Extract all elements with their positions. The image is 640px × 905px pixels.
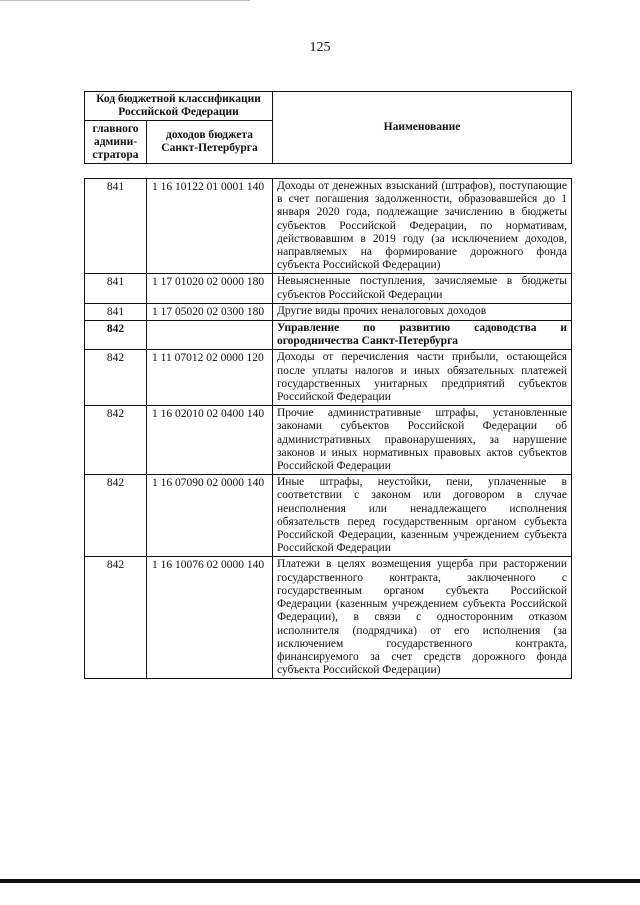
name-cell: Прочие административные штрафы, установленные законами субъектов Российской Федерации об административных правонарушениях, за нарушение законов и иных нормативных правовых актов субъектов Российской Федерации — [273, 406, 572, 475]
name-cell: Доходы от денежных взысканий (штрафов), поступающие в счет погашения задолженности, образовавшейся до 1 января 2020 года, подлежащие зачислению в бюджеты субъектов Российской Федерации, по нормативам, действовавшим в 2019 году (за исключением доходов, направляемых на формирование дорожного фонда субъекта Российской Федерации) — [273, 179, 572, 274]
table-row-section — [85, 321, 572, 350]
table-row — [85, 179, 572, 274]
income-code-cell: 1 16 10076 02 0000 140 — [147, 557, 273, 679]
header-table — [84, 91, 572, 164]
income-code-cell: 1 16 07090 02 0000 140 — [147, 475, 273, 557]
table-row — [85, 303, 572, 320]
name-cell: Доходы от перечисления части прибыли, остающейся после уплаты налогов и иных обязательных платежей государственных унитарных предприятий субъектов Российской Федерации — [273, 350, 572, 406]
income-code-cell: 1 11 07012 02 0000 120 — [147, 350, 273, 406]
income-column-header: доходов бюджета Санкт-Петербурга — [147, 121, 273, 164]
name-cell: Платежи в целях возмещения ущерба при расторжении государственного контракта, заключенного с государственным органом субъекта Российской Федерации (казенным учреждением субъекта Российской Федерации), в связи с односторонним отказом исполнителя (подрядчика) от его исполнения (за исключением государственного контракта, финансируемого за счет средств дорожного фонда субъекта Российской Федерации) — [273, 557, 572, 679]
table-row — [85, 274, 572, 303]
admin-code-cell: 842 — [85, 350, 147, 406]
section-title-cell: Управление по развитию садоводства и огородничества Санкт-Петербурга — [273, 321, 572, 350]
admin-code-cell: 841 — [85, 179, 147, 274]
income-code-cell: 1 16 02010 02 0400 140 — [147, 406, 273, 475]
bottom-rule — [0, 879, 640, 883]
income-code-cell: 1 17 01020 02 0000 180 — [147, 274, 273, 303]
top-rule — [0, 0, 250, 1]
classification-table — [84, 178, 572, 679]
table-row — [85, 557, 572, 679]
table-row — [85, 475, 572, 557]
admin-code-cell: 842 — [85, 406, 147, 475]
income-code-cell: 1 17 05020 02 0300 180 — [147, 303, 273, 320]
name-cell: Другие виды прочих неналоговых доходов — [273, 303, 572, 320]
name-cell: Невыясненные поступления, зачисляемые в бюджеты субъектов Российской Федерации — [273, 274, 572, 303]
admin-code-cell: 842 — [85, 475, 147, 557]
table-row — [85, 350, 572, 406]
admin-code-cell: 841 — [85, 274, 147, 303]
admin-code-cell: 841 — [85, 303, 147, 320]
name-cell: Иные штрафы, неустойки, пени, уплаченные в соответствии с законом или договором в случае неисполнения или ненадлежащего исполнения обязательств перед государственным органом субъекта Российской Федерации, казенным учреждением субъекта Российской Федерации — [273, 475, 572, 557]
table-row — [85, 406, 572, 475]
admin-code-cell: 842 — [85, 557, 147, 679]
income-code-cell: 1 16 10122 01 0001 140 — [147, 179, 273, 274]
admin-column-header: главного админи-стратора — [85, 121, 147, 164]
name-column-header: Наименование — [273, 92, 572, 164]
kbk-title: Код бюджетной классификации Российской Федерации — [85, 92, 273, 121]
page-number: 125 — [309, 40, 331, 55]
admin-code-cell: 842 — [85, 321, 147, 350]
income-code-cell — [147, 321, 273, 350]
